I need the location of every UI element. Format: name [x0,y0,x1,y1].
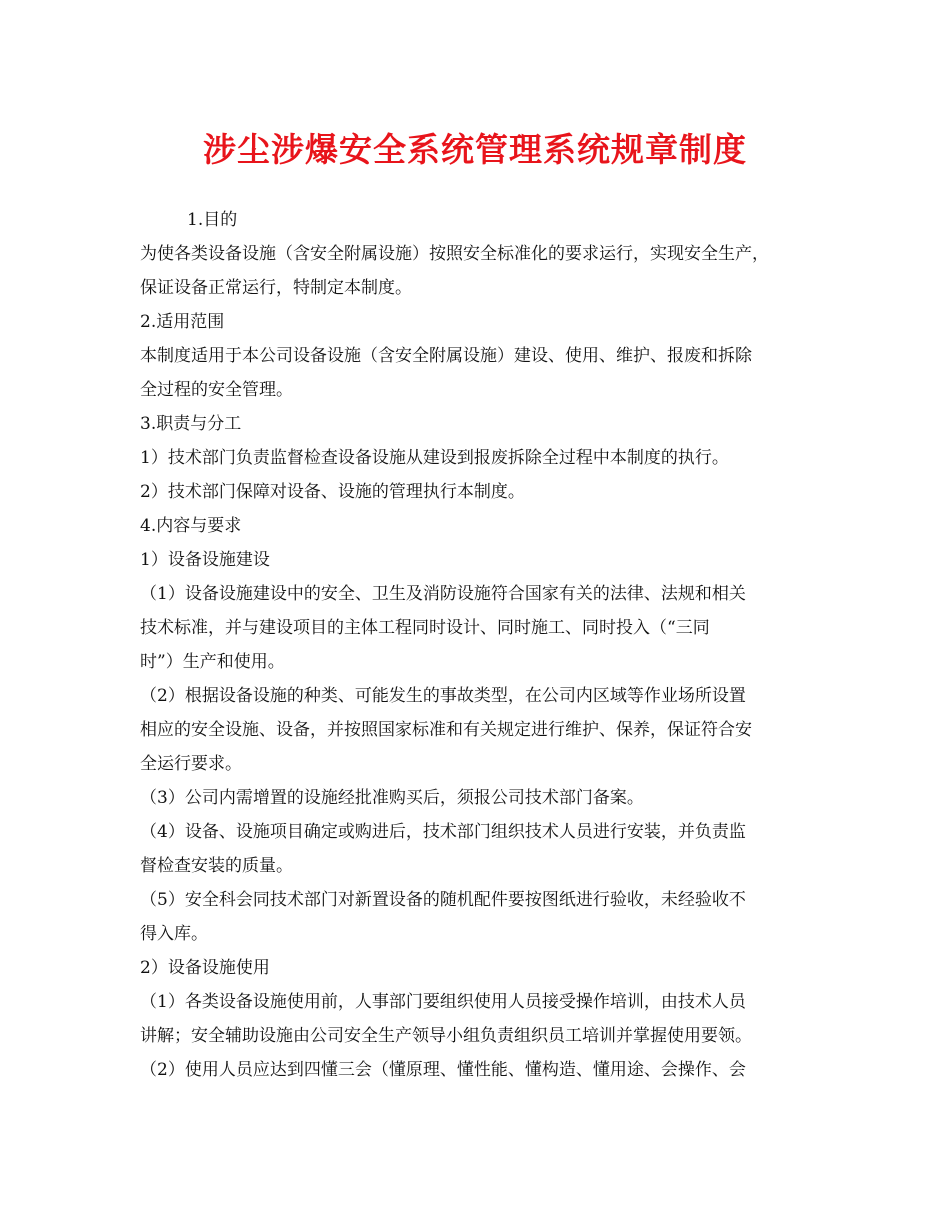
section-heading-requirements: 4.内容与要求 [140,516,242,536]
paragraph-line: 技术标准，并与建设项目的主体工程同时设计、同时施工、同时投入（“三同 [140,618,710,638]
paragraph-line: （1）各类设备设施使用前，人事部门要组织使用人员接受操作培训，由技术人员 [140,992,746,1012]
subsection-heading-construction: 1）设备设施建设 [140,550,270,570]
paragraph-line: 为使各类设备设施（含安全附属设施）按照安全标准化的要求运行，实现安全生产， [140,244,769,264]
paragraph-line: （2）根据设备设施的种类、可能发生的事故类型，在公司内区域等作业场所设置 [140,686,746,706]
paragraph-line: 相应的安全设施、设备，并按照国家标准和有关规定进行维护、保养，保证符合安 [140,720,752,740]
paragraph-line: 讲解；安全辅助设施由公司安全生产领导小组负责组织员工培训并掌握使用要领。 [140,1026,752,1046]
paragraph-line: 督检查安装的质量。 [140,856,293,876]
paragraph-line: 1）技术部门负责监督检查设备设施从建设到报废拆除全过程中本制度的执行。 [140,448,729,468]
section-heading-responsibilities: 3.职责与分工 [140,414,242,434]
paragraph-line: 2）技术部门保障对设备、设施的管理执行本制度。 [140,482,525,502]
paragraph-line: （5）安全科会同技术部门对新置设备的随机配件要按图纸进行验收，未经验收不 [140,890,746,910]
paragraph-line: （1）设备设施建设中的安全、卫生及消防设施符合国家有关的法律、法规和相关 [140,584,746,604]
subsection-heading-usage: 2）设备设施使用 [140,958,270,978]
paragraph-line: （4）设备、设施项目确定或购进后，技术部门组织技术人员进行安装，并负责监 [140,822,746,842]
paragraph-line: 全运行要求。 [140,754,242,774]
section-heading-scope: 2.适用范围 [140,312,225,332]
paragraph-line: （2）使用人员应达到四懂三会（懂原理、懂性能、懂构造、懂用途、会操作、会 [140,1060,746,1080]
section-heading-purpose: 1.目的 [187,210,238,230]
document-title: 涉尘涉爆安全系统管理系统规章制度 [203,130,747,169]
paragraph-line: 得入库。 [140,924,208,944]
paragraph-line: 保证设备正常运行，特制定本制度。 [140,278,412,298]
paragraph-line: 时”）生产和使用。 [140,652,285,672]
paragraph-line: 本制度适用于本公司设备设施（含安全附属设施）建设、使用、维护、报废和拆除 [140,346,752,366]
paragraph-line: 全过程的安全管理。 [140,380,293,400]
paragraph-line: （3）公司内需增置的设施经批准购买后，须报公司技术部门备案。 [140,788,644,808]
document-body [140,203,820,1087]
